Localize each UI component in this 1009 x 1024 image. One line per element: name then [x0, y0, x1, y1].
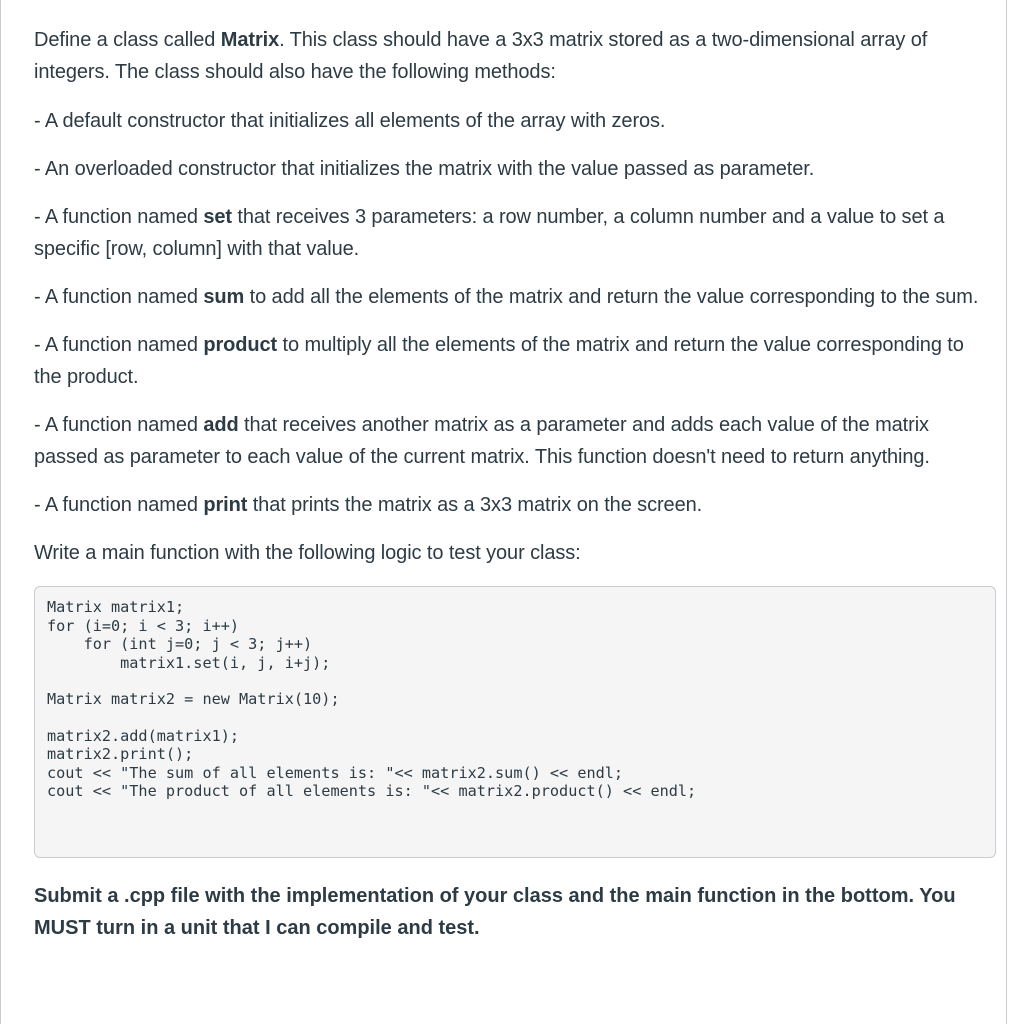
main-function-intro: Write a main function with the following logic to test your class: [34, 542, 581, 564]
code-block [34, 586, 996, 858]
method-text-end: to add all the elements of the matrix and return the value corresponding to the sum. [244, 286, 979, 308]
code-blank-line [47, 709, 983, 727]
intro-text-start: Define a class called [34, 29, 221, 51]
method-text-start: - A function named [34, 334, 204, 356]
assignment-content [34, 24, 994, 944]
intro-paragraph [34, 24, 994, 88]
method-text-end: that receives 3 parameters: a row number, a column number and a value to set a specific [row, column] with that value. [34, 206, 945, 260]
method-item-add [34, 409, 994, 473]
method-text-end: that prints the matrix as a 3x3 matrix on the screen. [247, 494, 703, 516]
method-item-sum [34, 281, 994, 313]
code-line: matrix2.add(matrix1); [47, 726, 240, 745]
method-text-start: - A function named [34, 494, 204, 516]
code-line: Matrix matrix1; [47, 598, 185, 616]
method-item-overloaded-constructor [34, 153, 994, 185]
class-name: Matrix [220, 29, 280, 51]
method-text-start: - A function named [34, 414, 204, 436]
code-line: matrix2.print(); [47, 745, 194, 763]
method-text-start: - A function named [34, 206, 204, 228]
code-blank-line [47, 672, 983, 690]
code-line: for (int j=0; j < 3; j++) [47, 635, 313, 653]
method-item-set [34, 201, 994, 265]
method-text-end: that receives another matrix as a parameter and adds each value of the matrix passed as parameter to each value of the current matrix. This function doesn't need to return anything. [34, 414, 930, 468]
code-line: Matrix matrix2 = new Matrix(10); [47, 690, 340, 708]
method-name-set: set [203, 206, 232, 228]
submission-instructions: Submit a .cpp file with the implementation of your class and the main function in the bottom. You MUST turn in a unit that I can compile and test. [34, 885, 956, 939]
method-text-end: to multiply all the elements of the matrix and return the value corresponding to the product. [34, 334, 964, 388]
method-item-default-constructor [34, 105, 994, 137]
code-line: matrix1.set(i, j, i+j); [47, 653, 331, 672]
code-line: cout << "The sum of all elements is: "<< matrix2.sum() << endl; [47, 763, 624, 782]
method-text-start: - A function named [34, 286, 204, 308]
method-text: - A default constructor that initializes all elements of the array with zeros. [34, 110, 666, 132]
method-name-add: add [203, 414, 239, 436]
intro-text-end: . This class should have a 3x3 matrix stored as a two-dimensional array of integers. The class should also have the following methods: [34, 29, 928, 83]
code-line: for (i=0; i < 3; i++) [47, 616, 240, 635]
method-item-product [34, 329, 994, 393]
method-text: - An overloaded constructor that initializes the matrix with the value passed as parameter. [34, 158, 815, 180]
method-name-sum: sum [203, 286, 245, 308]
code-line: cout << "The product of all elements is: "<< matrix2.product() << endl; [47, 782, 697, 800]
method-name-product: product [203, 334, 278, 356]
method-item-print [34, 489, 994, 521]
method-name-print: print [203, 494, 248, 516]
